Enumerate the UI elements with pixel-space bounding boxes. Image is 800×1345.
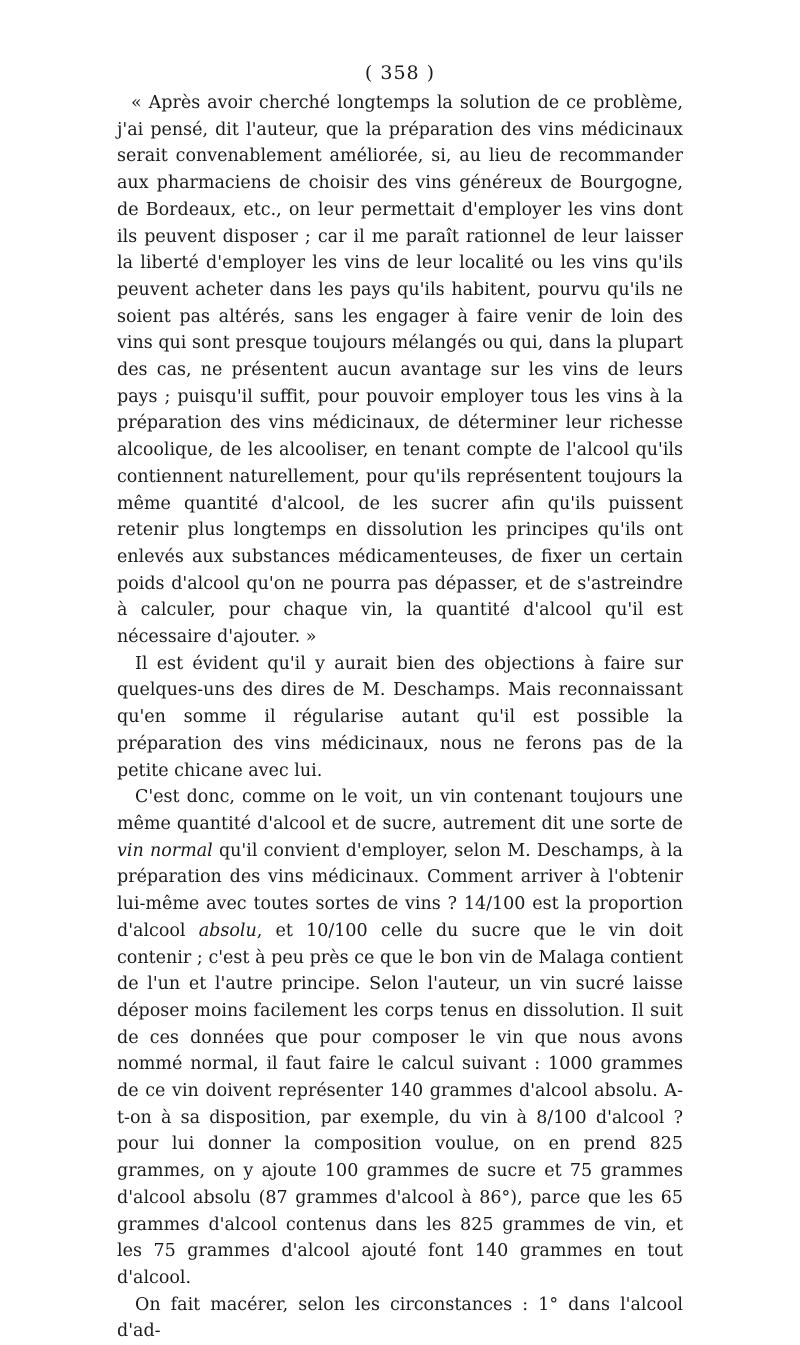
paragraph-objections xyxy=(117,651,683,785)
paragraph-vin-normal xyxy=(117,784,683,1291)
paragraph-quote xyxy=(117,90,683,651)
book-page xyxy=(117,58,683,1345)
paragraph-text: Il est évident qu'il y aurait bien des objections à faire sur quelques-uns des dires de M. Deschamps. Mais reconnaissant qu'en somme il régularise autant qu'il est possible la préparation des vins médicinaux, nous ne ferons pas de la petite chicane avec lui. xyxy=(117,653,683,781)
italic-term-vin-normal: vin normal xyxy=(117,840,213,861)
italic-term-absolu: absolu xyxy=(198,920,257,941)
paragraph-text: C'est donc, comme on le voit, un vin contenant toujours une même quantité d'alcool et de sucre, autrement dit une sorte de xyxy=(117,787,683,834)
paragraph-text: On fait macérer, selon les circonstances : 1° dans l'alcool d'ad- xyxy=(117,1294,683,1342)
paragraph-maceration xyxy=(117,1292,683,1345)
paragraph-text: « Après avoir cherché longtemps la solution de ce problème, j'ai pensé, dit l'auteur, que la préparation des vins médicinaux serait convenablement améliorée, si, au lieu de recommander aux pharmaciens de choisir des vins généreux de Bourgogne, de Bordeaux, etc., on leur permettait d'employer les vins dont ils peuvent disposer ; car il me paraît rationnel de leur laisser la liberté d'employer les vins de leur localité ou les vins qu'ils peuvent acheter dans les pays qu'ils habitent, pourvu qu'ils ne soient pas altérés, sans les engager à faire venir de loin des vins qui sont presque toujours mélangés ou qui, dans la plupart des cas, ne présentent aucun avantage sur les vins de leurs pays ; puisqu'il suffit, pour pouvoir employer tous les vins à la préparation des vins médicinaux, de déterminer leur richesse alcoolique, de les alcooliser, en tenant compte de l'alcool qu'ils contiennent naturellement, pour qu'ils représentent toujours la même quantité d'alcool, de les sucrer afin qu'ils puissent retenir plus longtemps en dissolution les principes qu'ils ont enlevés aux substances médicamenteuses, de fixer un certain poids d'alcool qu'on ne pourra pas dépasser, et de s'astreindre à calculer, pour chaque vin, la quantité d'alcool qu'il est nécessaire d'ajouter. » xyxy=(117,93,683,648)
page-number: ( 358 ) xyxy=(364,62,436,84)
paragraph-text: , et 10/100 celle du sucre que le vin doit contenir ; c'est à peu près ce que le bon vin de Malaga contient de l'un et l'autre principe. Selon l'auteur, un vin sucré laisse déposer moins facilement les corps tenus en dissolution. Il suit de ces données que pour composer le vin que nous avons nommé normal, il faut faire le calcul suivant : 1000 grammes de ce vin doivent représenter 140 grammes d'alcool absolu. A-t-on à sa disposition, par exemple, du vin à 8/100 d'alcool ? pour lui donner la composition voulue, on en prend 825 grammes, on y ajoute 100 grammes de sucre et 75 grammes d'alcool absolu (87 grammes d'alcool à 86°), parce que les 65 grammes d'alcool contenus dans les 825 grammes de vin, et les 75 grammes d'alcool ajouté font 140 grammes en tout d'alcool. xyxy=(117,920,684,1288)
paragraph-text: qu'il convient d'employer, selon M. Deschamps, à la préparation des vins médicinaux. Comment arriver à l'obtenir lui-même avec toutes sortes de vins ? 14/100 est la proportion d'alcool xyxy=(117,840,683,941)
